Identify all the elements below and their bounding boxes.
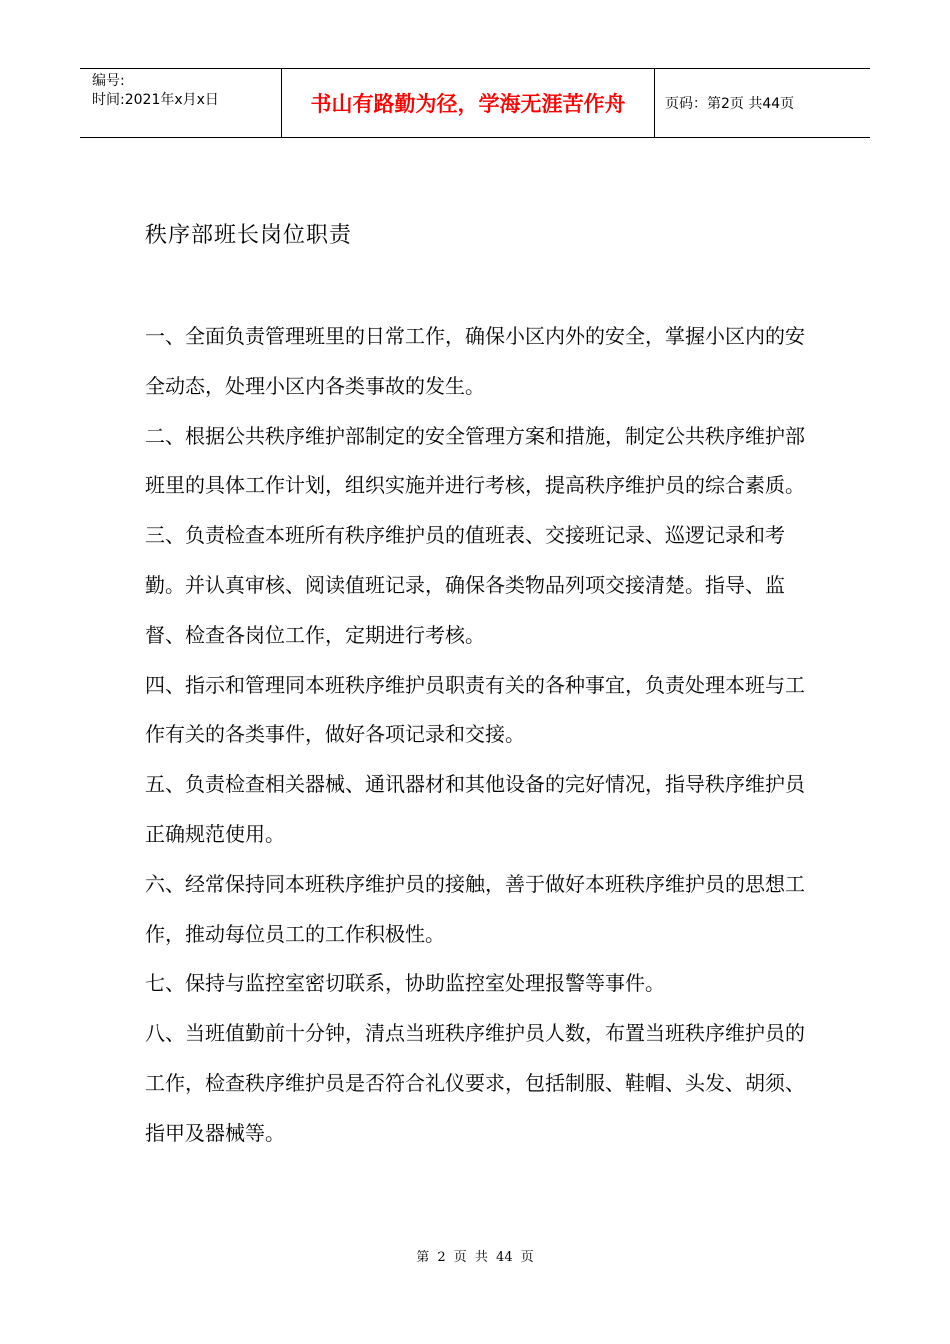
document-body — [145, 312, 810, 1159]
paragraph: 三、负责检查本班所有秩序维护员的值班表、交接班记录、巡逻记录和考勤。并认真审核、阅读值班记录，确保各类物品列项交接清楚。指导、监督、检查各岗位工作，定期进行考核。 — [145, 523, 785, 647]
paragraph: 一、全面负责管理班里的日常工作，确保小区内外的安全，掌握小区内的安全动态，处理小区内各类事故的发生。 — [145, 324, 805, 398]
paragraph: 六、经常保持同本班秩序维护员的接触，善于做好本班秩序维护员的思想工作，推动每位员工的工作积极性。 — [145, 871, 805, 946]
header-page-info: 页码：第2页 共44页 — [665, 96, 795, 112]
header-meta — [80, 69, 282, 137]
document-number-label: 编号: — [92, 73, 125, 89]
paragraph: 二、根据公共秩序维护部制定的安全管理方案和措施，制定公共秩序维护部班里的具体工作计划，组织实施并进行考核，提高秩序维护员的综合素质。 — [145, 423, 805, 498]
paragraph: 五、负责检查相关器械、通讯器材和其他设备的完好情况，指导秩序维护员正确规范使用。 — [145, 772, 805, 846]
page-header — [80, 68, 870, 138]
document-title: 秩序部班长岗位职责 — [145, 223, 353, 248]
header-motto: 书山有路勤为径，学海无涯苦作舟 — [282, 69, 655, 137]
page-footer: 第 2 页 共 44 页 — [416, 1250, 534, 1265]
paragraph: 八、当班值勤前十分钟，清点当班秩序维护员人数，布置当班秩序维护员的工作，检查秩序维护员是否符合礼仪要求，包括制服、鞋帽、头发、胡须、指甲及器械等。 — [145, 1021, 805, 1145]
paragraph: 四、指示和管理同本班秩序维护员职责有关的各种事宜，负责处理本班与工作有关的各类事件，做好各项记录和交接。 — [145, 672, 805, 747]
paragraph: 七、保持与监控室密切联系，协助监控室处理报警等事件。 — [145, 971, 665, 996]
document-time-label: 时间:2021年x月x日 — [92, 92, 219, 108]
